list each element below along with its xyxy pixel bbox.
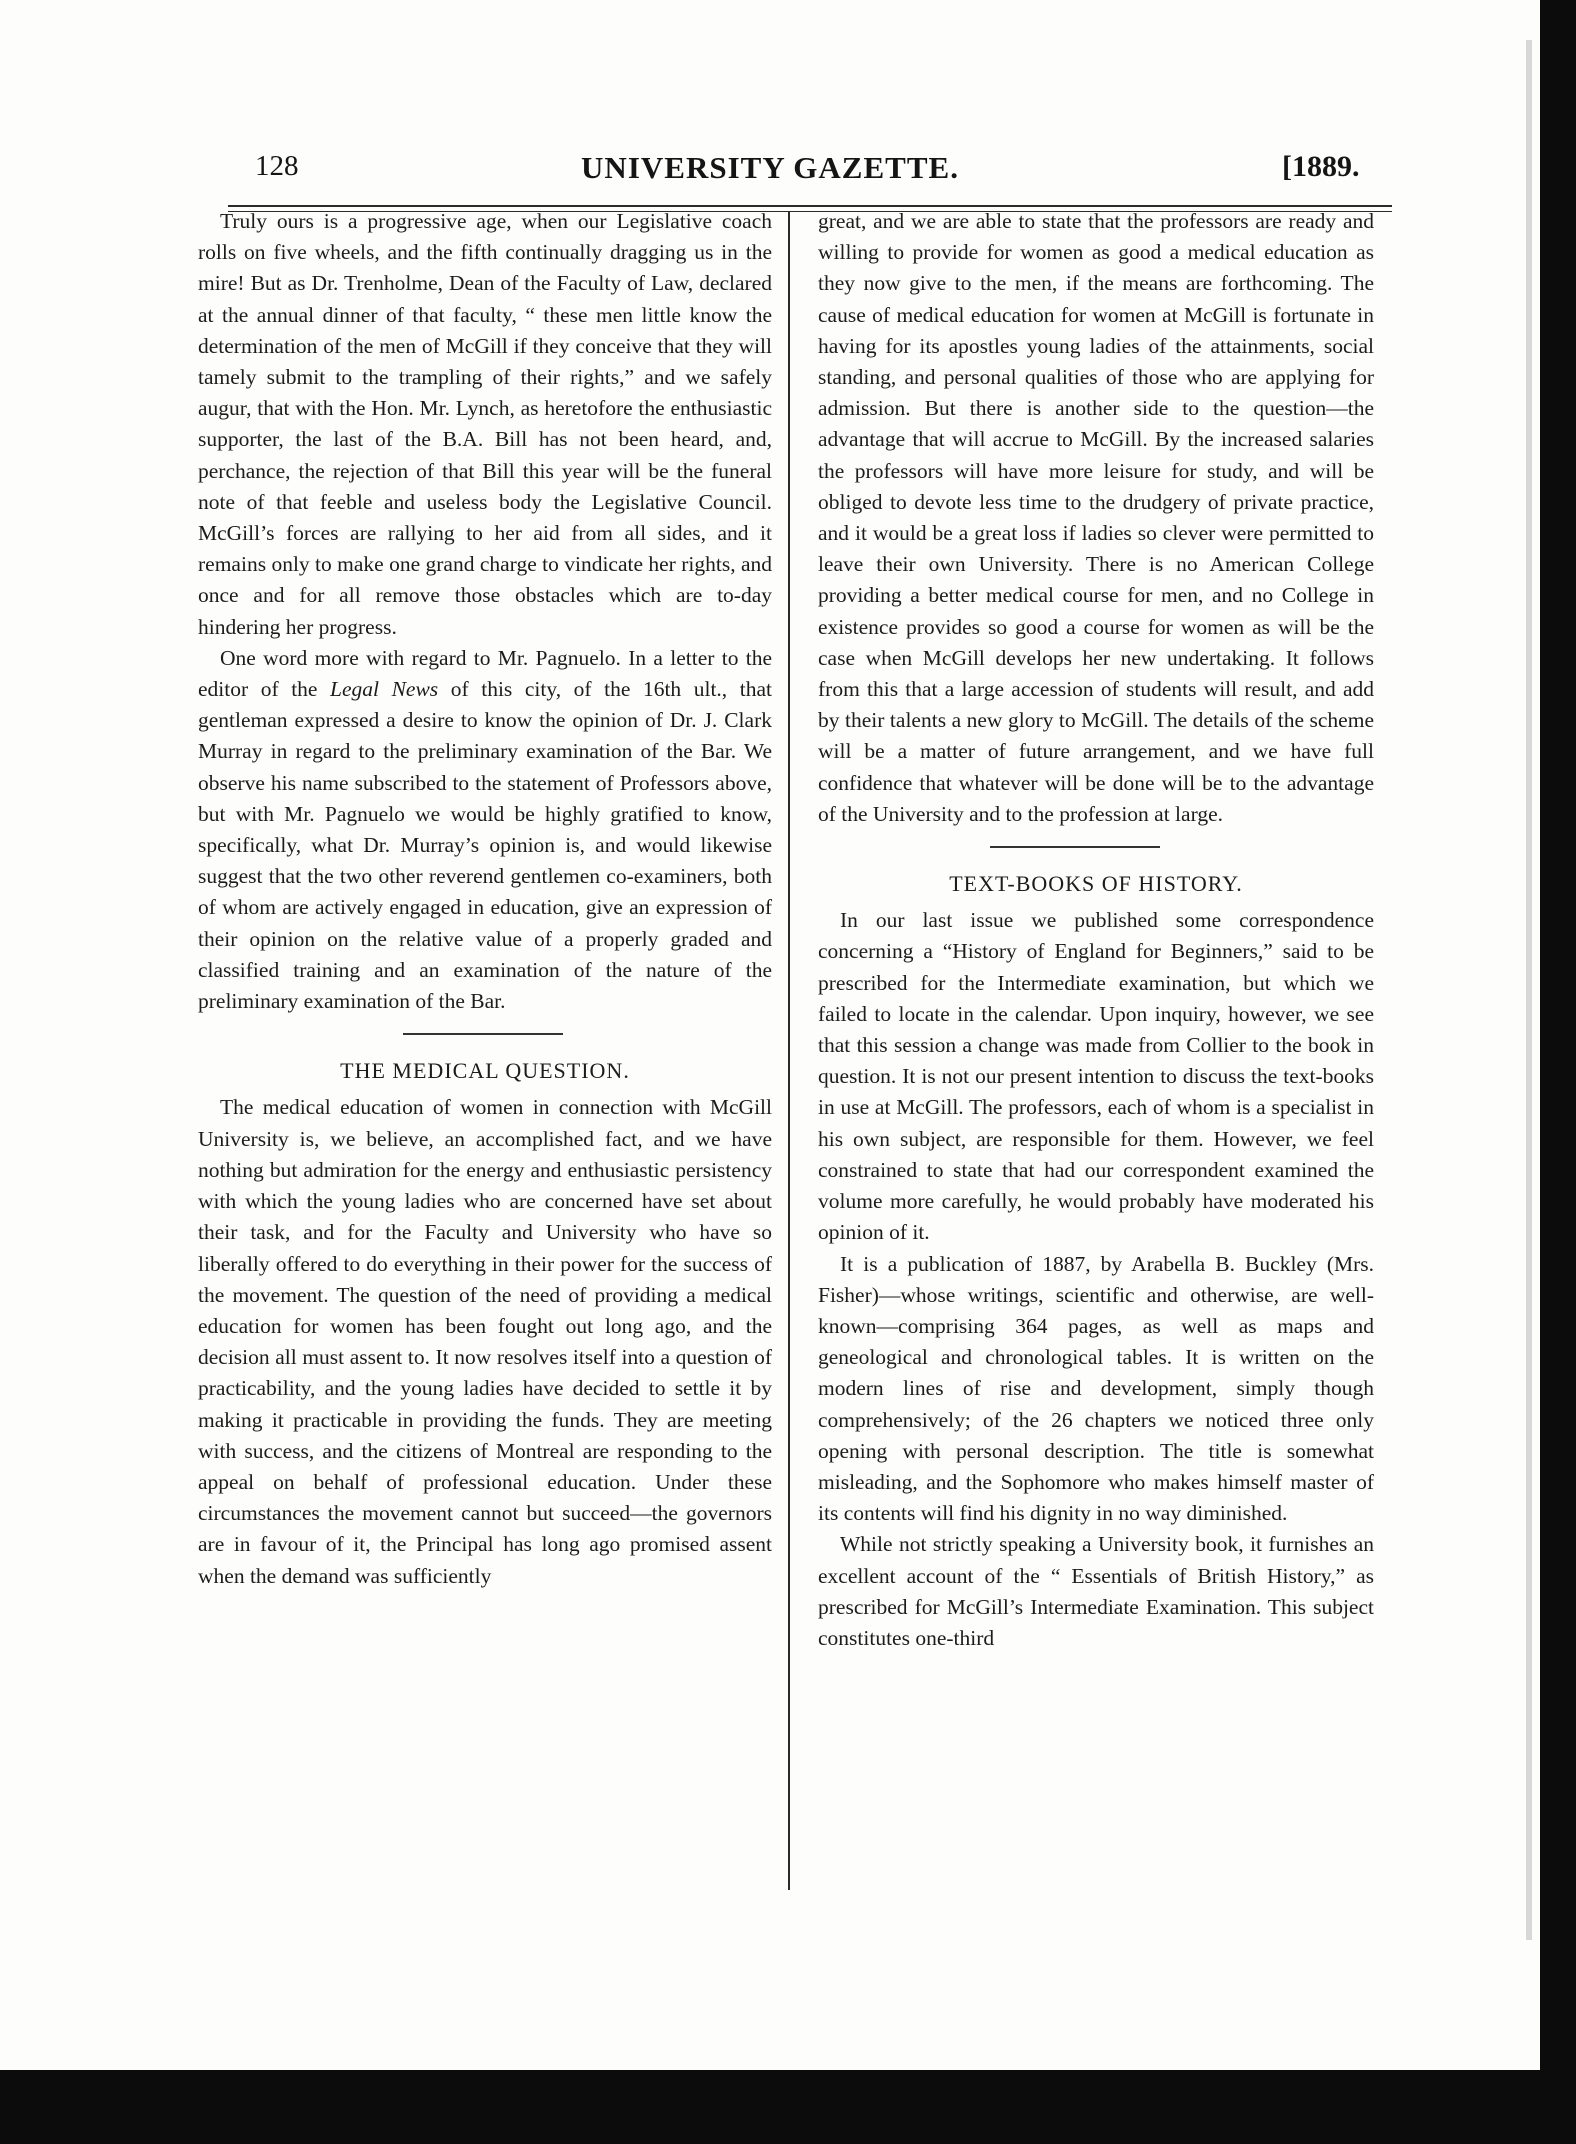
article-paragraph — [198, 643, 772, 1017]
section-separator — [198, 1017, 772, 1051]
article-paragraph: Truly ours is a progressive age, when our Legislative coach rolls on five wheels, and the fifth continually dragging us in the mire! But as Dr. Trenholme, Dean of the Faculty of Law, declared at the annual dinner of that faculty, “ these men little know the determination of the men of McGill if they conceive that they will tamely submit to the trampling of their rights,” and we safely augur, that with the Hon. Mr. Lynch, as heretofore the enthusiastic supporter, the last of the B.A. Bill has not been heard, and, perchance, the rejection of that Bill this year will be the funeral note of that feeble and useless body the Legislative Council. McGill’s forces are rallying to her aid from all sides, and it remains only to make one grand charge to vindicate her rights, and once and for all remove those obstacles which are to-day hindering her progress. — [198, 209, 772, 639]
article-paragraph: great, and we are able to state that the professors are ready and willing to provide for women as good a medical education as they now give to the men, if the means are forthcoming. The cause of medical education for women at McGill is fortunate in having for its apostles young ladies of the attainments, social standing, and personal qualities of those who are applying for admission. But there is another side to the question—the advantage that will accrue to McGill. By the increased salaries the professors will have more leisure for study, and will be obliged to devote less time to the drudgery of private practice, and it would be a great loss if ladies so clever were permitted to leave their own University. There is no American College providing a better medical course for men, and no College in existence provides so good a course for women as will be the case when McGill develops her new undertaking. It follows from this that a large accession of students will result, and add by their talents a new glory to McGill. The details of the scheme will be a matter of future arrangement, and we have full confidence that whatever will be done will be to the advantage of the University and to the profession at large. — [818, 209, 1374, 826]
scan-border-right — [1540, 0, 1576, 2144]
left-column — [198, 206, 772, 1592]
section-heading: TEXT-BOOKS OF HISTORY. — [949, 871, 1243, 897]
section-separator — [818, 830, 1374, 864]
issue-year: [1889. — [1282, 150, 1360, 183]
section-heading: THE MEDICAL QUESTION. — [340, 1058, 630, 1084]
article-paragraph: In our last issue we published some correspondence concerning a “History of England for Beginners,” said to be prescribed for the Intermediate examination, but which we failed to locate in the calendar. Upon inquiry, however, we see that this session a change was made from Collier to the book in question. It is not our present intention to discuss the text-books in use at McGill. The professors, each of whom is a specialist in his own subject, are responsible for them. However, we feel constrained to state that had our correspondent examined the volume more carefully, he would probably have moderated his opinion of it. — [818, 908, 1374, 1245]
right-column — [818, 206, 1374, 1654]
article-paragraph: While not strictly speaking a University book, it furnishes an excellent account of the “ Essentials of British History,” as prescribed for McGill’s Intermediate Examination. This subject constitutes one-third — [818, 1532, 1374, 1650]
column-divider — [788, 212, 790, 1890]
separator-line — [990, 846, 1160, 848]
paragraph-text: One word more with regard to Mr. Pagnuelo. In a letter to the editor of the — [198, 645, 772, 702]
page-number: 128 — [255, 150, 299, 182]
running-title: UNIVERSITY GAZETTE. — [581, 150, 959, 185]
publication-title: Legal News — [330, 677, 439, 702]
scan-border-bottom — [0, 2070, 1576, 2144]
article-paragraph: The medical education of women in connection with McGill University is, we believe, an accomplished fact, and we have nothing but admiration for the energy and enthusiastic persistency with which the young ladies who are concerned have set about their task, and for the Faculty and University who have so liberally offered to do everything in their power for the success of the movement. The question of the need of providing a medical education for women has been fought out long ago, and the decision all must assent to. It now resolves itself into a question of practicability, and the young ladies have decided to settle it by making it practicable in providing the funds. They are meeting with success, and the citizens of Montreal are responding to the appeal on behalf of professional education. Under these circumstances the movement cannot but succeed—the governors are in favour of it, the Principal has long ago promised assent when the demand was sufficiently — [198, 1095, 772, 1588]
page-edge-shadow — [1526, 40, 1532, 1940]
paragraph-text: of this city, of the 16th ult., that gentleman expressed a desire to know the opinion of Dr. J. Clark Murray in regard to the preliminary examination of the Bar. We observe his name subscribed to the statement of Professors above, but with Mr. Pagnuelo we would be highly gratified to know, specifically, what Dr. Murray’s opinion is, and would likewise suggest that the two other reverend gentlemen co-examiners, both of whom are actively engaged in education, give an expression of their opinion on the relative value of a properly graded and classified training and an examination of the nature of the preliminary examination of the Bar. — [198, 677, 772, 1014]
article-paragraph: It is a publication of 1887, by Arabella B. Buckley (Mrs. Fisher)—whose writings, scientific and otherwise, are well-known—comprising 364 pages, as well as maps and geneological and chronological tables. It is written on the modern lines of rise and development, simply though comprehensively; of the 26 chapters we noticed three only opening with personal description. The title is somewhat misleading, and the Sophomore who makes himself master of its contents will find his dignity in no way diminished. — [818, 1251, 1374, 1526]
separator-line — [403, 1033, 563, 1035]
